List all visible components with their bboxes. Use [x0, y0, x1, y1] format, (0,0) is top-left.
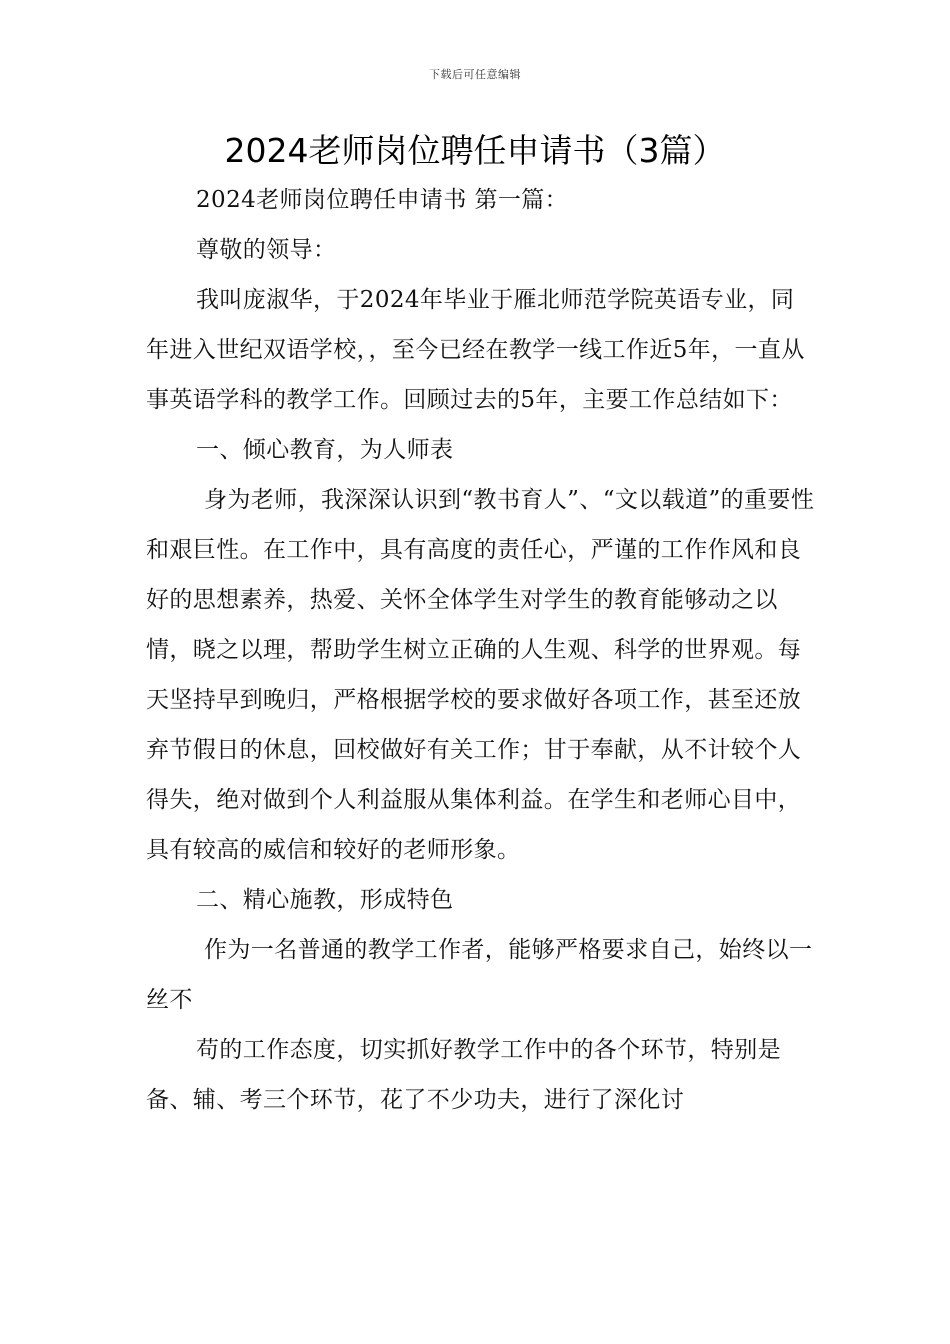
document-title: 2024老师岗位聘任申请书（3篇）	[224, 131, 726, 170]
paragraph-two: 作为一名普通的教学工作者，能够严格要求自己，始终以一丝不	[146, 937, 813, 1013]
subheading-one: 一、倾心教育，为人师表	[196, 437, 454, 463]
section-heading-first: 2024老师岗位聘任申请书 第一篇：	[196, 187, 569, 213]
page-header-note: 下载后可任意编辑	[429, 68, 521, 81]
paragraph-three: 苟的工作态度，切实抓好教学工作中的各个环节，特别是备、辅、考三个环节，花了不少功夫，进行了深化讨	[146, 1037, 781, 1113]
paragraph-one: 身为老师，我深深认识到“教书育人”、“文以载道”的重要性和艰巨性。在工作中，具有高度的责任心，严谨的工作作风和良好的思想素养，热爱、关怀全体学生对学生的教育能够动之以情，晓之以理，帮助学生树立正确的人生观、科学的世界观。每天坚持早到晚归，严格根据学校的要求做好各项工作，甚至还放弃节假日的休息，回校做好有关工作；甘于奉献，从不计较个人得失，绝对做到个人利益服从集体利益。在学生和老师心目中，具有较高的威信和较好的老师形象。	[146, 487, 815, 863]
salutation: 尊敬的领导：	[196, 237, 337, 263]
subheading-two: 二、精心施教，形成特色	[196, 887, 454, 913]
document-body	[146, 175, 816, 1125]
paragraph-intro: 我叫庞淑华，于2024年毕业于雁北师范学院英语专业，同年进入世纪双语学校，，至今已经在教学一线工作近5年，一直从事英语学科的教学工作。回顾过去的5年，主要工作总结如下：	[146, 287, 805, 413]
